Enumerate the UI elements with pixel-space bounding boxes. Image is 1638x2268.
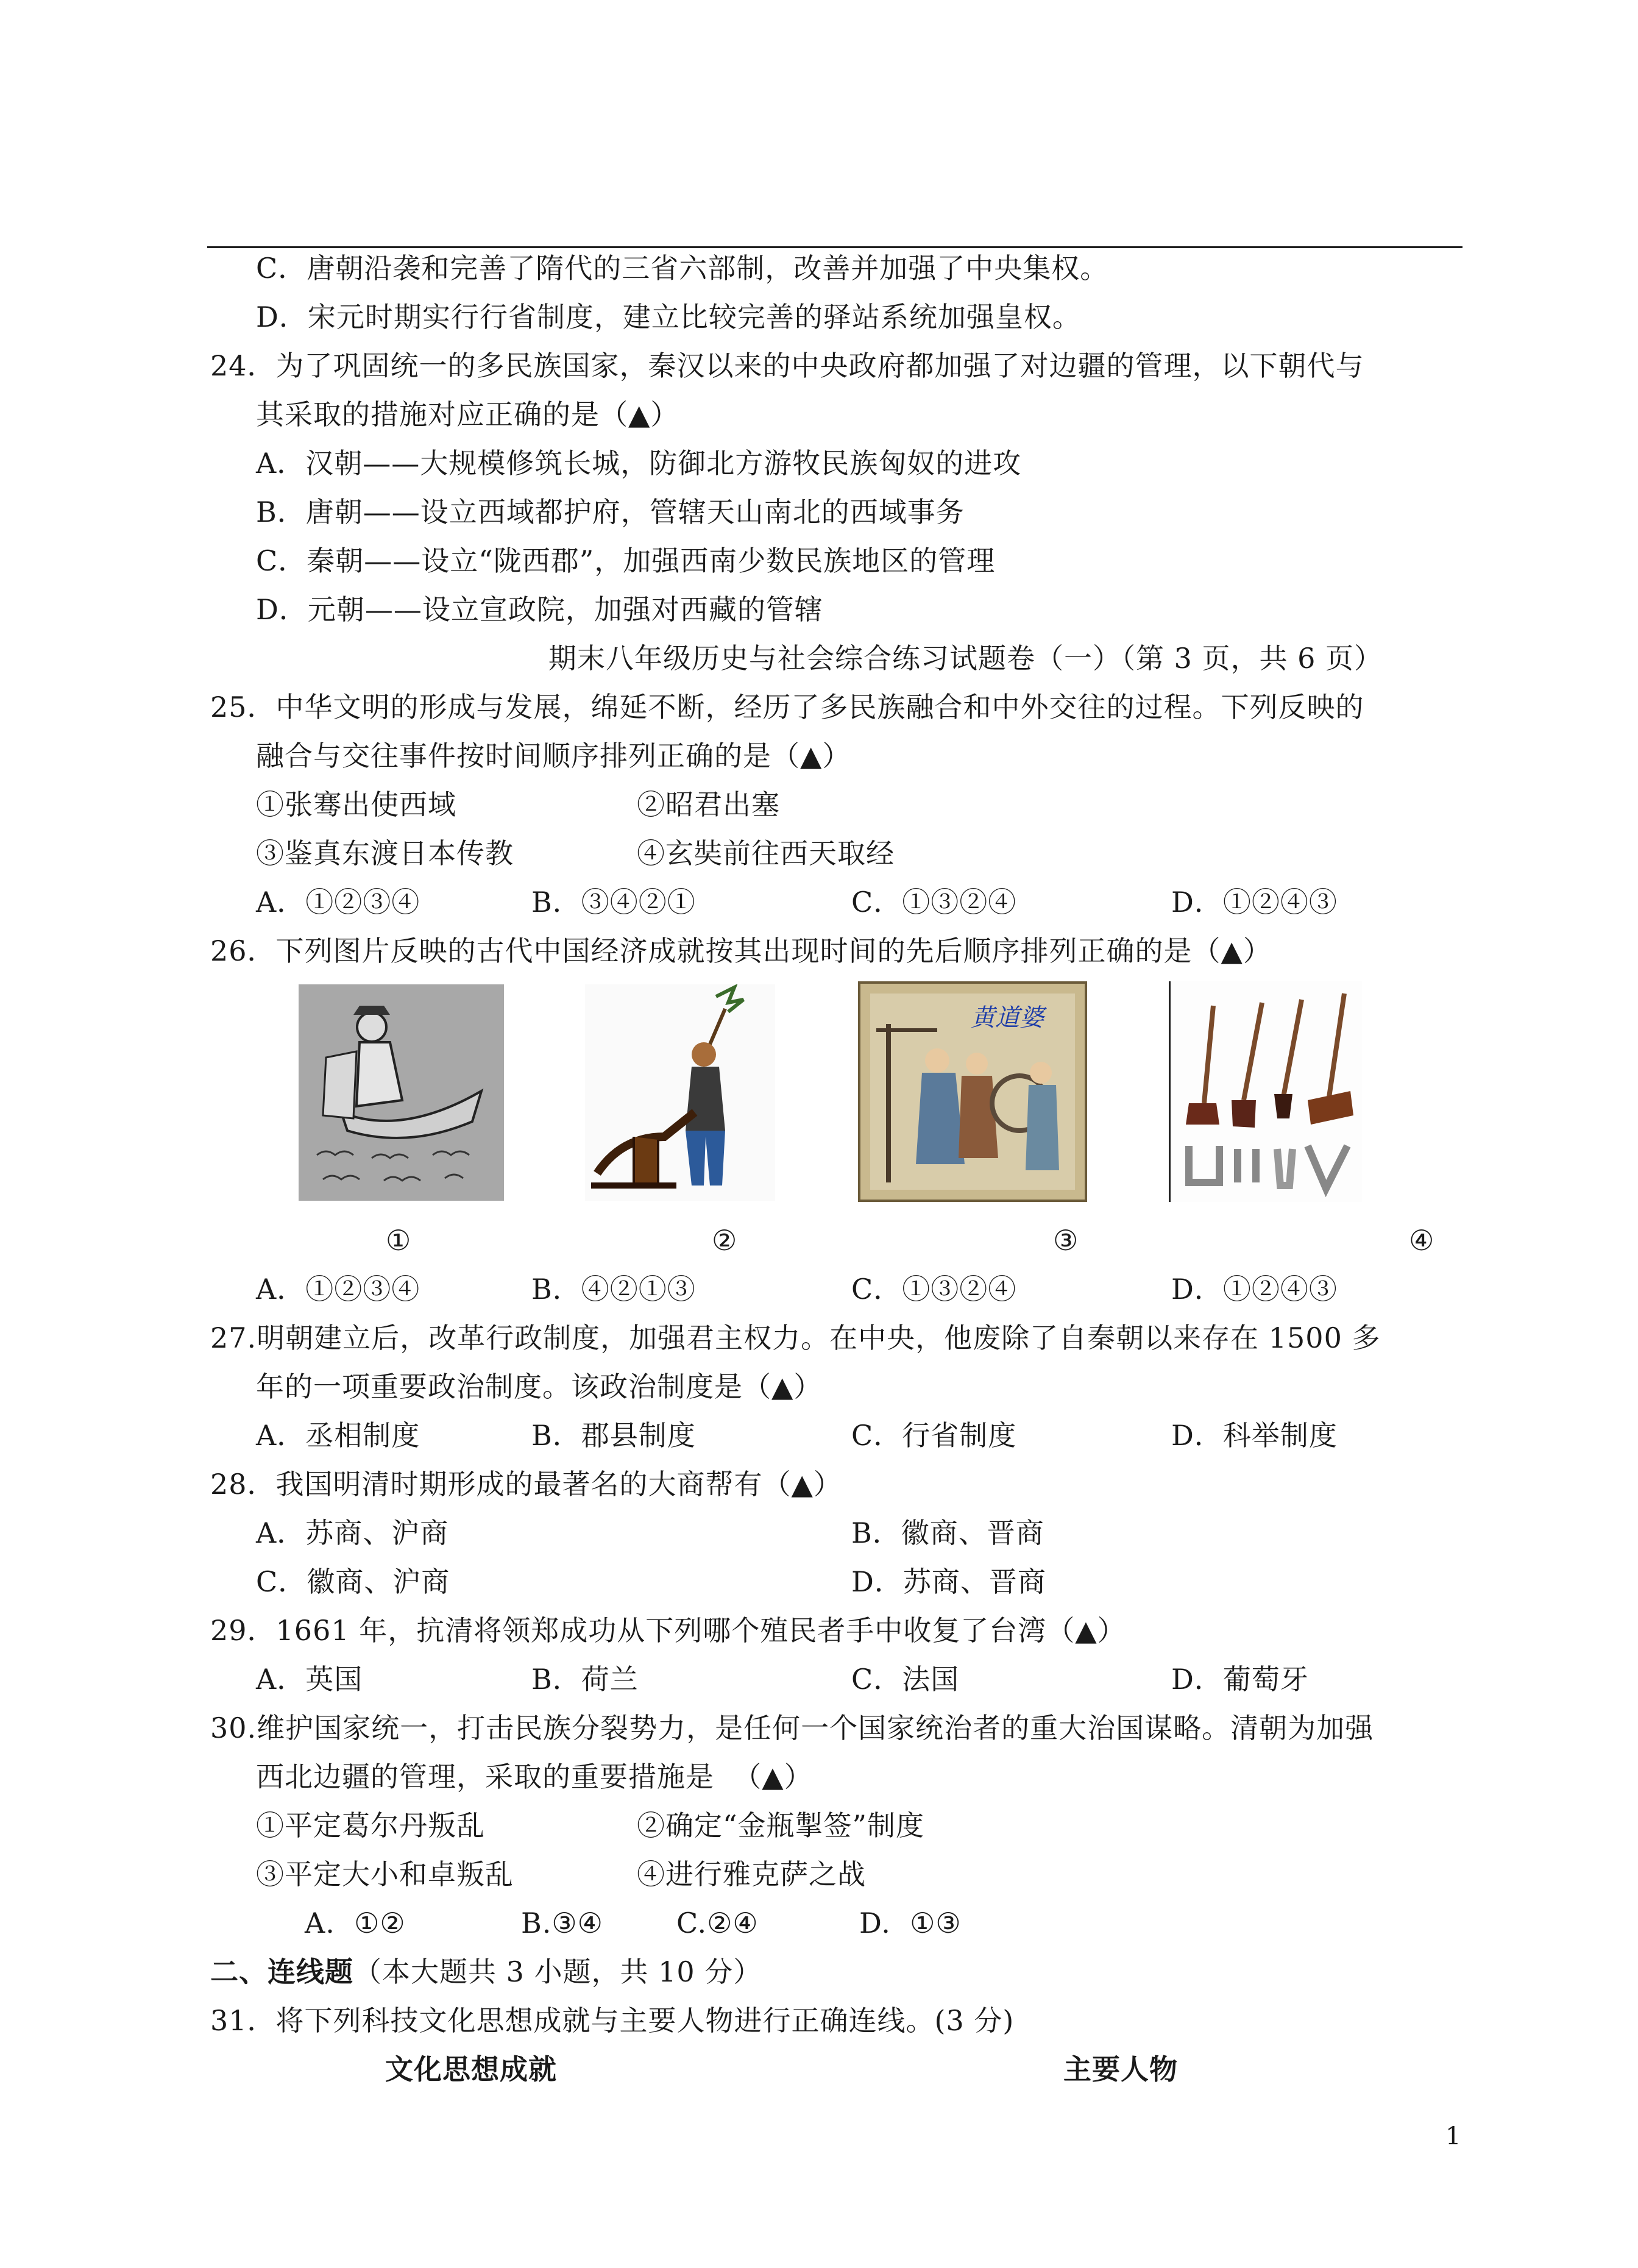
q25-item-1: ①张骞出使西域	[256, 788, 456, 821]
picture-label-3: ③	[1053, 1224, 1079, 1257]
q26-option-b: B．④②①③	[531, 1273, 696, 1306]
picture-4-farm-tools	[1169, 981, 1362, 1202]
q29-option-c: C．法国	[851, 1663, 960, 1696]
q25-option-c: C．①③②④	[851, 886, 1017, 919]
q28-option-c: C．徽商、沪商	[256, 1565, 450, 1598]
q29-option-d: D．葡萄牙	[1171, 1663, 1309, 1696]
q24-option-c: C．秦朝——设立“陇西郡”，加强西南少数民族地区的管理	[256, 544, 996, 577]
q24-option-b: B．唐朝——设立西域都护府，管辖天山南北的西域事务	[256, 496, 965, 528]
q25-option-a: A．①②③④	[256, 886, 420, 919]
q30-option-a: A. ①②	[305, 1907, 406, 1939]
picture-1-boat	[299, 984, 504, 1201]
q30-item-1: ①平定葛尔丹叛乱	[256, 1809, 485, 1842]
q30-stem: 30.维护国家统一，打击民族分裂势力，是任何一个国家统治者的重大治国谋略。清朝为加强	[210, 1712, 1374, 1744]
q25-item-4: ④玄奘前往西天取经	[637, 837, 895, 870]
q27-option-a: A．丞相制度	[256, 1419, 420, 1452]
q25-option-d: D．①②④③	[1171, 886, 1338, 919]
q27-option-d: D．科举制度	[1171, 1419, 1338, 1452]
q30-option-b: B.③④	[521, 1907, 603, 1939]
q31-col-left-header: 文化思想成就	[385, 2053, 557, 2086]
q26-option-c: C．①③②④	[851, 1273, 1017, 1306]
q26-option-a: A．①②③④	[256, 1273, 420, 1306]
q28-option-d: D．苏商、晋商	[851, 1565, 1046, 1598]
section-2-note: （本大题共 3 小题，共 10 分）	[353, 1955, 762, 1988]
q29-stem: 29．1661 年，抗清将领郑成功从下列哪个殖民者手中收复了台湾（▲）	[210, 1614, 1126, 1647]
q28-stem: 28．我国明清时期形成的最著名的大商帮有（▲）	[210, 1468, 842, 1501]
q25-item-2: ②昭君出塞	[637, 788, 780, 821]
q25-item-3: ③鉴真东渡日本传教	[256, 837, 514, 870]
picture-label-2: ②	[712, 1224, 737, 1257]
q30-item-3: ③平定大小和卓叛乱	[256, 1858, 514, 1891]
q27-option-b: B．郡县制度	[531, 1419, 696, 1452]
q30-item-2: ②确定“金瓶掣签”制度	[637, 1809, 925, 1842]
q25-option-b: B．③④②①	[531, 886, 696, 919]
q29-option-a: A．英国	[256, 1663, 363, 1696]
page-header-text: 期末八年级历史与社会综合练习试题卷（一）（第 3 页，共 6 页）	[548, 642, 1383, 675]
q27-stem-cont: 年的一项重要政治制度。该政治制度是（▲）	[256, 1370, 823, 1403]
option-d-prev: D．宋元时期实行行省制度，建立比较完善的驿站系统加强皇权。	[256, 300, 1081, 333]
q26-stem: 26．下列图片反映的古代中国经济成就按其出现时间的先后顺序排列正确的是（▲）	[210, 934, 1272, 967]
q24-option-a: A．汉朝——大规模修筑长城，防御北方游牧民族匈奴的进攻	[256, 447, 1022, 480]
q29-option-b: B．荷兰	[531, 1663, 639, 1696]
option-c-prev: C．唐朝沿袭和完善了隋代的三省六部制，改善并加强了中央集权。	[256, 252, 1109, 285]
q26-option-d: D．①②④③	[1171, 1273, 1338, 1306]
q28-option-a: A．苏商、沪商	[256, 1516, 449, 1549]
q30-option-d: D. ①③	[859, 1907, 962, 1939]
q31-col-right-header: 主要人物	[1063, 2053, 1178, 2086]
header-rule	[207, 246, 1462, 248]
q27-stem: 27.明朝建立后，改革行政制度，加强君主权力。在中央，他废除了自秦朝以来存在 1500 多	[210, 1321, 1381, 1354]
q30-option-c: C.②④	[676, 1907, 759, 1939]
section-2-title: 二、连线题	[210, 1955, 353, 1988]
q24-option-d: D．元朝——设立宣政院，加强对西藏的管辖	[256, 593, 823, 626]
picture-label-4: ④	[1409, 1224, 1434, 1257]
q24-stem: 24．为了巩固统一的多民族国家，秦汉以来的中央政府都加强了对边疆的管理，以下朝代与	[210, 349, 1364, 382]
q25-stem-cont: 融合与交往事件按时间顺序排列正确的是（▲）	[256, 739, 851, 772]
q27-option-c: C．行省制度	[851, 1419, 1017, 1452]
picture-3-caption: 黄道婆	[971, 1004, 1044, 1032]
q31-stem: 31．将下列科技文化思想成就与主要人物进行正确连线。(3 分)	[210, 2004, 1015, 2037]
picture-2-plough	[585, 984, 775, 1201]
q30-stem-cont: 西北边疆的管理，采取的重要措施是 （▲）	[256, 1760, 813, 1793]
section-2-heading	[210, 1953, 762, 1990]
q28-option-b: B．徽商、晋商	[851, 1516, 1044, 1549]
picture-3-huang-daopo	[858, 981, 1087, 1202]
page-number: 1	[1445, 2122, 1461, 2150]
q30-item-4: ④进行雅克萨之战	[637, 1858, 866, 1891]
q25-stem: 25．中华文明的形成与发展，绵延不断，经历了多民族融合和中外交往的过程。下列反映的	[210, 691, 1364, 723]
picture-label-1: ①	[386, 1224, 411, 1257]
q24-stem-cont: 其采取的措施对应正确的是（▲）	[256, 398, 679, 431]
